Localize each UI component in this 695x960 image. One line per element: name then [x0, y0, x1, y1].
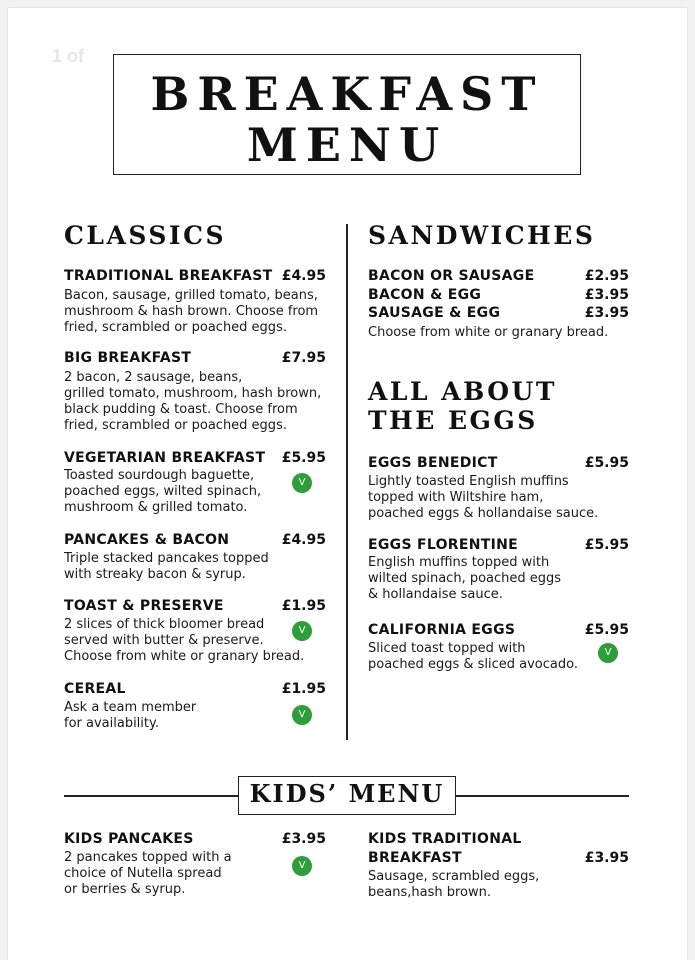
item-price: £7.95	[281, 350, 326, 366]
menu-title-box	[113, 54, 581, 175]
item-name: VEGETARIAN BREAKFAST	[64, 450, 266, 466]
item-description: 2 pancakes topped with a choice of Nutella spread or berries & syrup.	[64, 850, 232, 897]
item-name: CALIFORNIA EGGS	[368, 622, 516, 638]
item-name: TRADITIONAL BREAKFAST	[64, 268, 273, 284]
item-name: PANCAKES & BACON	[64, 532, 230, 548]
sandwiches-note: Choose from white or granary bread.	[368, 325, 609, 340]
item-description: Sliced toast topped with poached eggs & sliced avocado.	[368, 641, 578, 672]
item-description: 2 slices of thick bloomer bread served with butter & preserve. Choose from white or granary bread.	[64, 617, 305, 664]
item-price: £4.95	[281, 532, 326, 548]
item-name: BACON OR SAUSAGE	[368, 268, 535, 284]
item-price: £5.95	[281, 450, 326, 466]
kids-rule-left	[64, 795, 238, 797]
item-name: TOAST & PRESERVE	[64, 598, 224, 614]
item-description: Lightly toasted English muffins topped with Wiltshire ham, poached eggs & hollandaise sauce.	[368, 474, 599, 521]
item-price: £5.95	[584, 622, 629, 638]
item-price: £3.95	[584, 287, 629, 303]
item-description: 2 bacon, 2 sausage, beans, grilled tomato, mushroom, hash brown, black pudding & toast. Choose from fried, scrambled or poached eggs.	[64, 370, 322, 433]
item-description: Triple stacked pancakes topped with streaky bacon & syrup.	[64, 551, 269, 582]
item-price: £2.95	[584, 268, 629, 284]
kids-heading: KIDS’ MENU	[249, 779, 445, 808]
item-price: £1.95	[281, 681, 326, 697]
item-description: Ask a team member for availability.	[64, 700, 197, 731]
item-name: EGGS BENEDICT	[368, 455, 498, 471]
kids-rule-right	[456, 795, 629, 797]
item-name: EGGS FLORENTINE	[368, 537, 518, 553]
item-name: SAUSAGE & EGG	[368, 305, 501, 321]
item-price: £5.95	[584, 455, 629, 471]
item-price: £3.95	[584, 850, 629, 866]
menu-title-line-2: MENU	[246, 118, 448, 172]
vegetarian-badge-icon: V	[292, 856, 312, 876]
item-name: CEREAL	[64, 681, 126, 697]
item-price: £1.95	[281, 598, 326, 614]
item-price: £5.95	[584, 537, 629, 553]
item-name: BACON & EGG	[368, 287, 482, 303]
item-description: Bacon, sausage, grilled tomato, beans, mushroom & hash brown. Choose from fried, scrambled or poached eggs.	[64, 288, 319, 335]
item-description: English muffins topped with wilted spinach, poached eggs & hollandaise sauce.	[368, 555, 562, 602]
item-price: £3.95	[584, 305, 629, 321]
vegetarian-badge-icon: V	[292, 705, 312, 725]
item-name: KIDS TRADITIONAL	[368, 831, 522, 847]
item-name: BIG BREAKFAST	[64, 350, 192, 366]
item-description: Sausage, scrambled eggs, beans,hash brown.	[368, 869, 540, 900]
item-price: £4.95	[281, 268, 326, 284]
menu-title-line-1: BREAKFAST	[150, 67, 544, 121]
item-name: BREAKFAST	[368, 850, 462, 866]
classics-heading: CLASSICS	[64, 221, 227, 250]
vegetarian-badge-icon: V	[292, 473, 312, 493]
page-indicator: 1 of	[52, 46, 85, 66]
kids-heading-box	[238, 776, 456, 815]
sandwiches-heading: SANDWICHES	[368, 221, 596, 250]
item-price: £3.95	[281, 831, 326, 847]
vegetarian-badge-icon: V	[292, 621, 312, 641]
column-divider	[346, 224, 348, 740]
vegetarian-badge-icon: V	[598, 643, 618, 663]
eggs-heading-line-2: THE EGGS	[368, 406, 538, 435]
item-name: KIDS PANCAKES	[64, 831, 194, 847]
item-description: Toasted sourdough baguette, poached eggs, wilted spinach, mushroom & grilled tomato.	[64, 468, 262, 515]
eggs-heading-line-1: ALL ABOUT	[368, 377, 557, 406]
